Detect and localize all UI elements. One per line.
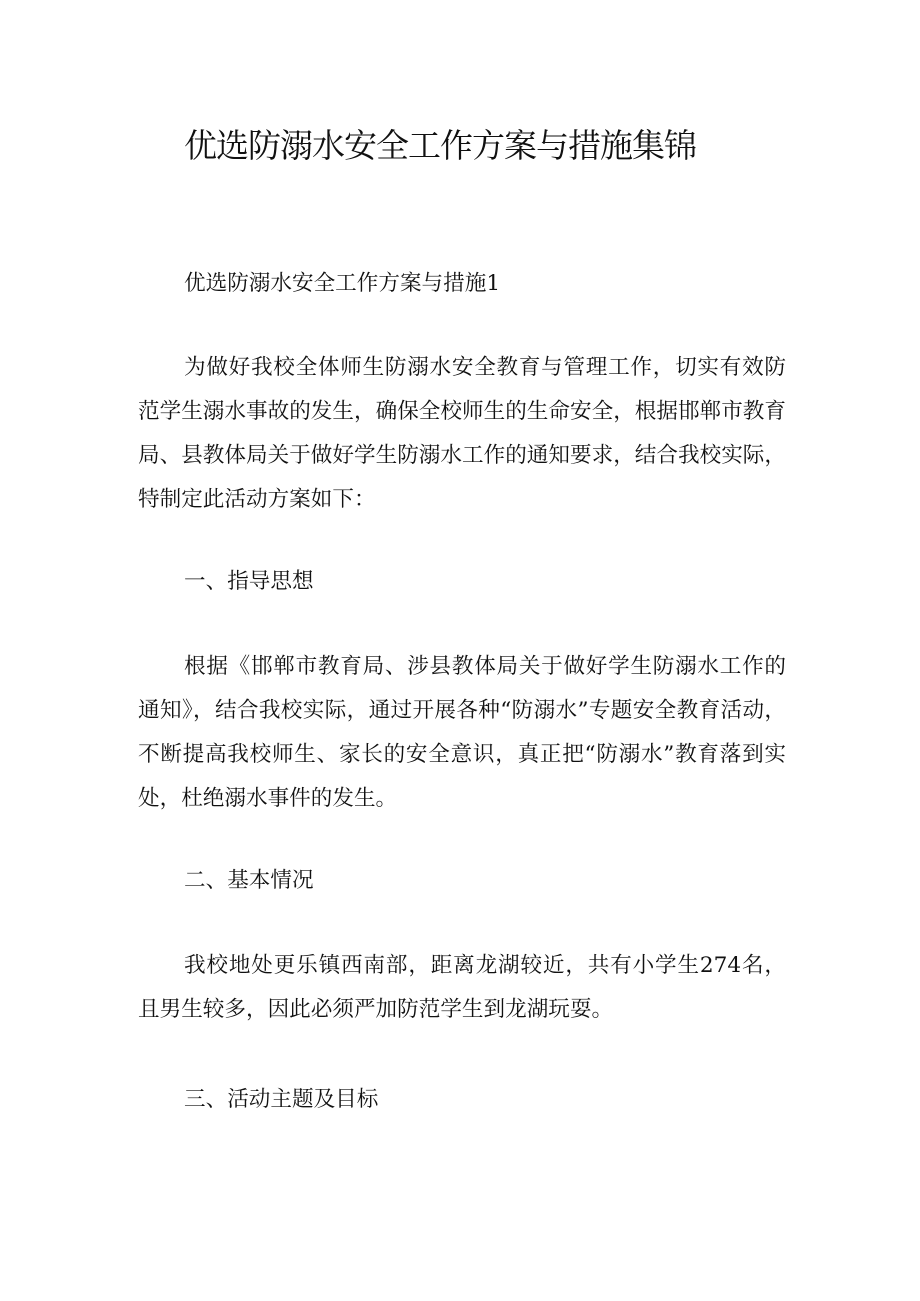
intro-paragraph: 为做好我校全体师生防溺水安全教育与管理工作，切实有效防范学生溺水事故的发生，确保全校师生的生命安全，根据邯郸市教育局、县教体局关于做好学生防溺水工作的通知要求，结合我校实际，特制定此活动方案如下： bbox=[138, 355, 786, 512]
section-heading-guiding-ideology: 一、指导思想 bbox=[184, 569, 314, 594]
section-heading-basic-situation: 二、基本情况 bbox=[184, 868, 314, 893]
document-title: 优选防溺水安全工作方案与措施集锦 bbox=[184, 126, 696, 165]
document-subtitle: 优选防溺水安全工作方案与措施1 bbox=[184, 271, 501, 296]
section-heading-theme-and-goals: 三、活动主题及目标 bbox=[184, 1087, 379, 1112]
section-body-guiding-ideology: 根据《邯郸市教育局、涉县教体局关于做好学生防溺水工作的通知》，结合我校实际，通过开展各种“防溺水”专题安全教育活动，不断提高我校师生、家长的安全意识，真正把“防溺水”教育落到实处，杜绝溺水事件的发生。 bbox=[138, 654, 786, 811]
section-body-basic-situation: 我校地处更乐镇西南部，距离龙湖较近，共有小学生274名，且男生较多，因此必须严加防范学生到龙湖玩耍。 bbox=[138, 953, 786, 1022]
